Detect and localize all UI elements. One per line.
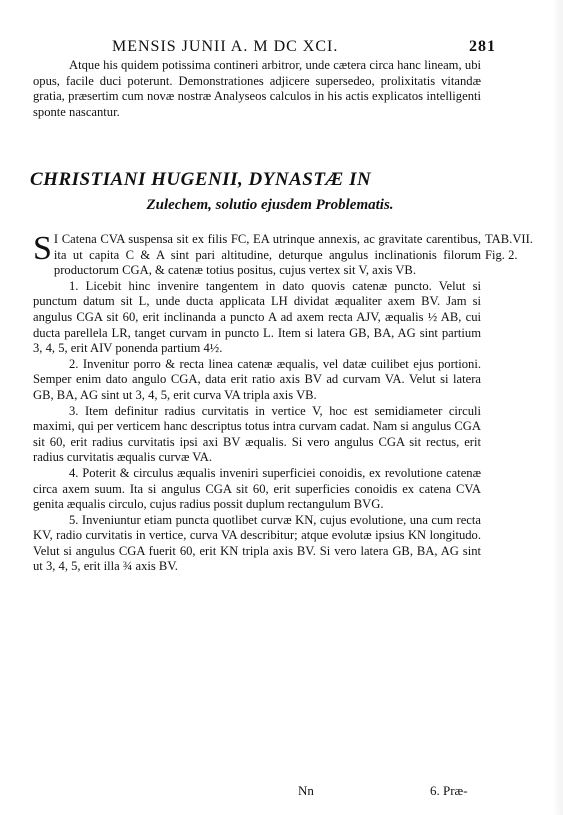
paragraph-2: 2. Invenitur porro & recta linea catenæ æqualis, vel datæ cuilibet ejus portioni. Semper enim dato angulo CGA, data erit ratio axis BV ad curvam VA. Velut si latera GB, BA, AG sint ut 3, 4, 5, erit curva VA tripla axis VB. <box>33 356 481 402</box>
drop-cap: S <box>33 230 52 267</box>
signature-mark: Nn <box>298 783 314 798</box>
margin-note <box>485 232 555 263</box>
section-heading: CHRISTIANI HUGENII, DYNASTÆ IN <box>30 169 372 190</box>
paragraph-0 <box>33 232 481 279</box>
paragraph-1: 1. Licebit hinc invenire tangentem in dato quovis catenæ puncto. Velut si punctum datum sit L, unde ducta applicata LH dividat æqualiter axem BV. Jam si angulus CGA sit 60, erit inclinanda a puncto A ad axem recta AJV, æqualis ½ AB, cui ducta parellela LR, tanget curvam in puncto L. Item si latera GB, BA, AG sint partium 3, 4, 5, erit AIV ponenda partium 4½. <box>33 278 481 356</box>
page-number: 281 <box>469 38 496 55</box>
page-edge <box>553 0 563 815</box>
paragraph-5: 5. Inveniuntur etiam puncta quotlibet curvæ KN, cujus evolutione, una cum recta KV, radio curvitatis in vertice, curva VA describitur; atque evolutæ ipsius KN longitudo. Velut si angulus CGA fuerit 60, erit KN tripla axis BV. Si vero latera GB, BA, AG sint ut 3, 4, 5, erit illa ¾ axis BV. <box>33 512 481 574</box>
paragraph-0-text: I Catena CVA suspensa sit ex filis FC, EA utrinque annexis, ac gravitate carentibus, ita ut capita C & A sint pari altitudine, deturque angulus inclinationis filorum productorum CGA, & catenæ totius positus, cujus vertex sit V, axis VB. <box>53 232 481 278</box>
body-text <box>33 232 481 575</box>
catchword: 6. Præ- <box>430 783 468 798</box>
intro-paragraph <box>33 58 481 120</box>
paragraph-4: 4. Poterit & circulus æqualis inveniri superficiei conoidis, ex revolutione catenæ circa axem suum. Ita si angulus CGA sit 60, erit superficies conoidis ex catena CVA genita æqualis circulo, cujus radius possit duplum rectangulum BVG. <box>33 465 481 512</box>
margin-note-table: TAB.VII. <box>485 232 533 246</box>
running-title: MENSIS JUNII A. M DC XCI. <box>112 38 339 55</box>
margin-note-figure: Fig. 2. <box>485 247 518 262</box>
intro-text: Atque his quidem potissima contineri arbitror, unde cætera circa hanc lineam, ubi opus, facile duci poterunt. Demonstrationes adjicere supersedeo, prolixitatis vitandæ gratia, præsertim cum novæ nostræ Analyseos calculos in his actis explicatos intelligenti sponte nascantur. <box>33 58 481 119</box>
paragraph-3: 3. Item definitur radius curvitatis in vertice V, hoc est semidiameter circuli maximi, qui per verticem hanc descriptus totus intra curvam cadat. Nam si angulus CGA sit 60, erit radius curvitatis ipsi axi BV æqualis. Si vero angulus CGA sit rectus, erit radius curvitatis æqualis curvæ VA. <box>33 403 481 465</box>
section-subheading: Zulechem, solutio ejusdem Problematis. <box>146 197 394 213</box>
